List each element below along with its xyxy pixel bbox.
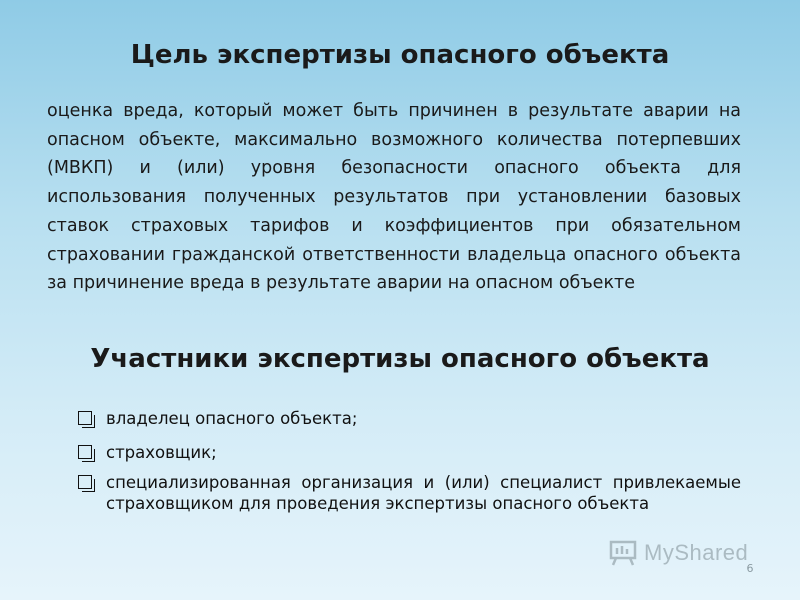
list-item-text: страховщик; — [106, 443, 217, 462]
presentation-board-icon — [608, 538, 638, 568]
page-number: 6 — [746, 562, 754, 575]
list-item — [78, 408, 741, 429]
goal-paragraph: оценка вреда, который может быть причинен в результате аварии на опасном объекте, максимально возможного количества потерпевших (МВКП) и (или) уровня безопасности опасного объекта для использования полученных результатов при установлении базовых ставок страховых тарифов и коэффициентов при обязательном страховании гражданской ответственности владельца опасного объекта за причинение вреда в результате аварии на опасном объекте — [47, 101, 741, 294]
participants-heading: Участники экспертизы опасного объекта — [90, 344, 710, 374]
checkbox-bullet-icon — [78, 475, 92, 489]
slide-title: Цель экспертизы опасного объекта — [130, 40, 670, 70]
list-item-text: специализированная организация и (или) специалист привлекаемые страховщиком для проведения экспертизы опасного объекта — [106, 473, 741, 513]
list-item-text: владелец опасного объекта; — [106, 409, 358, 428]
checkbox-bullet-icon — [78, 411, 92, 425]
checkbox-bullet-icon — [78, 445, 92, 459]
list-item — [78, 472, 741, 514]
list-item — [78, 442, 741, 463]
watermark-text: MyShared — [644, 540, 749, 565]
participants-list — [78, 408, 741, 527]
